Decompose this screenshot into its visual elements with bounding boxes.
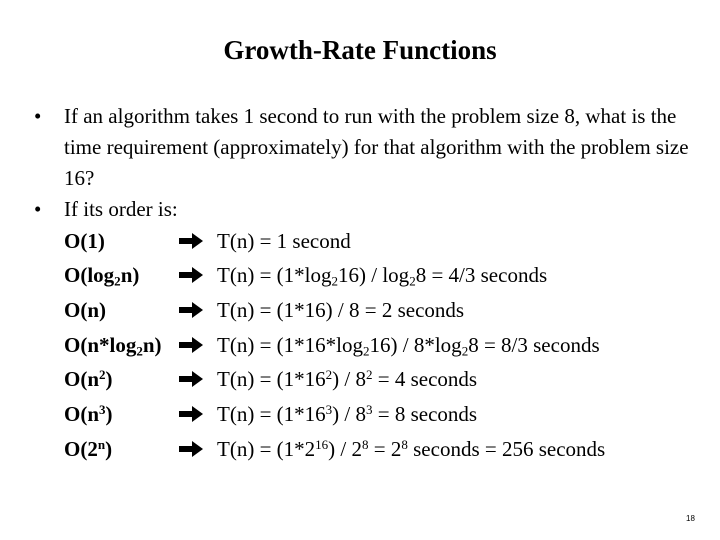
complexity-row-linear <box>0 293 720 327</box>
order-label: O(2$^n$) <box>64 436 113 461</box>
bullet-dot-icon: • <box>34 104 42 128</box>
time-formula: $T(n) = (1*2^{16}) / 2^8 = 2^8$ seconds = 256 seconds <box>217 436 606 461</box>
complexity-row-linearithmic <box>0 328 720 362</box>
bullet-dot-icon: • <box>34 197 42 221</box>
complexity-row-cubic <box>0 397 720 431</box>
complexity-row-quadratic <box>0 362 720 396</box>
right-arrow-icon <box>178 439 204 459</box>
time-formula: $T(n) = (1*16^2) / 8^2 = 4$ seconds <box>217 366 478 391</box>
order-label: O(n) <box>64 298 106 322</box>
order-label: $O(n*\log_2n)$ <box>64 333 162 359</box>
order-label: $O(n^2)$ <box>64 366 113 391</box>
page-number: 18 <box>686 514 695 523</box>
right-arrow-icon <box>178 369 204 389</box>
complexity-row-exponential <box>0 432 720 466</box>
time-formula: T(n) = 1 second <box>217 229 351 253</box>
right-arrow-icon <box>178 404 204 424</box>
complexity-row-logarithmic <box>0 258 720 292</box>
right-arrow-icon <box>178 265 204 285</box>
right-arrow-icon <box>178 300 204 320</box>
time-formula: T(n) = (1*16) / 8 = 2 seconds <box>217 298 465 322</box>
order-label: $O(\log_2n)$ <box>64 263 140 289</box>
bullet-text: If an algorithm takes 1 second to run with the problem size 8, what is the time requirement (approximately) for that algorithm with the problem size 16? <box>64 104 689 190</box>
right-arrow-icon <box>178 231 204 251</box>
time-formula: $T(n) = (1*16*\log_216) / 8*\log_28 = 8/3$ seconds <box>217 333 600 359</box>
time-formula: $T(n) = (1*16^3) / 8^3 = 8$ seconds <box>217 401 478 426</box>
order-label: O(1) <box>64 229 105 253</box>
complexity-row-constant <box>0 224 720 258</box>
right-arrow-icon <box>178 335 204 355</box>
slide-title: Growth-Rate Functions <box>223 35 497 65</box>
time-formula: $T(n) = (1*\log_216) / \log_28 = 4/3$ seconds <box>217 263 548 289</box>
order-label: $O(n^3)$ <box>64 401 113 426</box>
bullet-text: If its order is: <box>64 197 178 221</box>
